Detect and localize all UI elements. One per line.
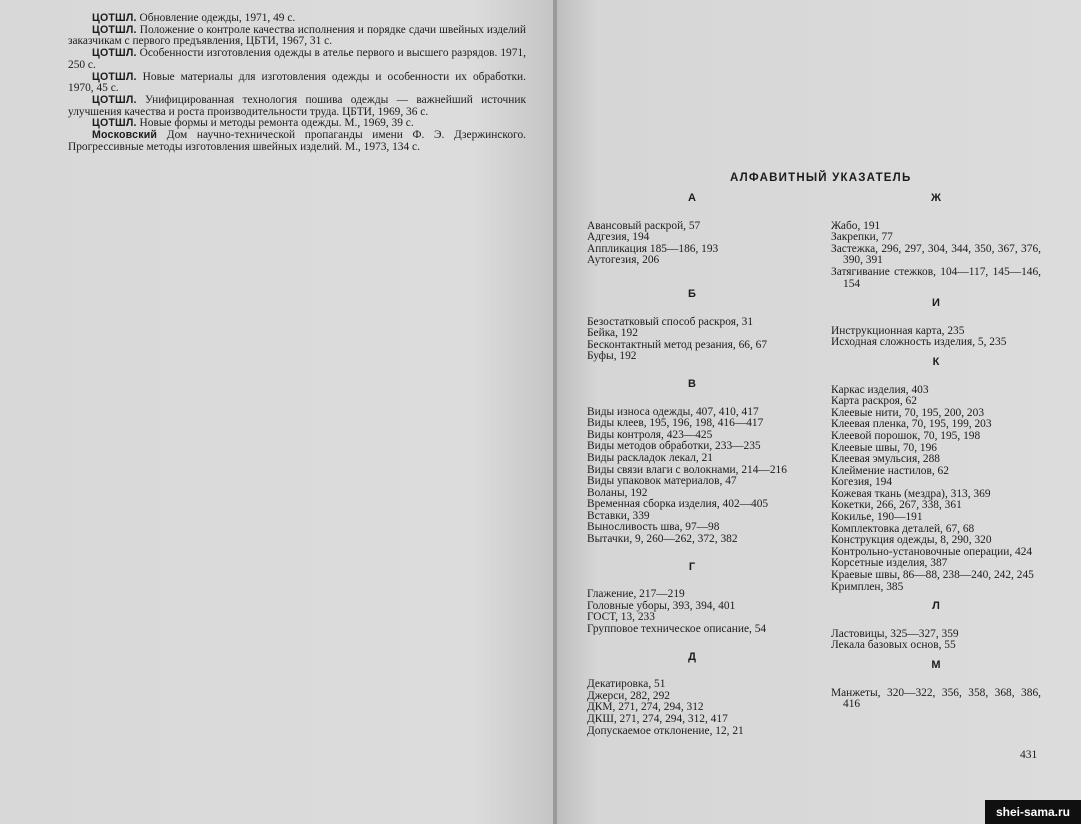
index-entry: ДКМ, 271, 274, 294, 312 — [587, 701, 704, 714]
index-entry: Когезия, 194 — [831, 476, 893, 489]
index-entry: Затягивание стежков, 104—117, 145—146, 154 — [831, 265, 1041, 290]
index-entry: Вытачки, 9, 260—262, 372, 382 — [587, 533, 738, 546]
bibliography-author: ЦОТШЛ. — [92, 47, 137, 60]
index-title: АЛФАВИТНЫЙ УКАЗАТЕЛЬ — [730, 172, 912, 184]
index-entry: Кримплен, 385 — [831, 580, 904, 593]
index-letter-heading: К — [932, 355, 940, 368]
index-section — [831, 601, 1041, 652]
index-entry: Выносливость шва, 97—98 — [587, 521, 720, 534]
index-letter-heading: Б — [688, 287, 696, 300]
index-letter-heading: В — [688, 377, 696, 390]
index-entry: Краевые швы, 86—88, 238—240, 242, 245 — [831, 569, 1034, 582]
index-letter-heading: М — [931, 659, 941, 671]
index-letter-heading: Д — [688, 650, 696, 663]
index-entry: Кокилье, 190—191 — [831, 511, 923, 524]
bibliography-text: Особенности изготовления одежды в ателье первого и высшего разрядов. 1971, 250 с. — [68, 47, 526, 71]
bibliography-text: Новые формы и методы ремонта одежды. М., 1969, 39 с. — [136, 117, 414, 130]
bibliography-text: Положение о контроле качества исполнения и порядке сдачи швейных изделий заказчикам с первого предъявления, ЦБТИ, 1967, 31 с. — [68, 23, 526, 48]
index-entry: Клеевая пленка, 70, 195, 199, 203 — [831, 418, 992, 431]
index-entry: Клеевой порошок, 70, 195, 198 — [831, 429, 981, 442]
index-section — [587, 562, 797, 636]
index-entry: Виды раскладок лекал, 21 — [587, 451, 713, 464]
page-number: 431 — [1020, 749, 1038, 761]
site-watermark: shei-sama.ru — [985, 800, 1081, 824]
index-letter-heading: И — [932, 297, 940, 310]
index-entry: Глажение, 217—219 — [587, 588, 685, 601]
bibliography-text: Дом научно-технической пропаганды имени Ф. Э. Дзержинского. Прогрессивные методы изготовления швейных изделий. М., 1973, 134 с. — [68, 129, 526, 153]
index-entry: Каркас изделия, 403 — [831, 383, 929, 396]
index-entry: ДКШ, 271, 274, 294, 312, 417 — [587, 713, 728, 725]
index-entry: Виды связи влаги с волокнами, 214—216 — [587, 463, 787, 476]
index-entry: Безостатковый способ раскроя, 31 — [587, 315, 754, 328]
index-entry: Временная сборка изделия, 402—405 — [587, 498, 769, 511]
index-entry: Джерси, 282, 292 — [587, 689, 670, 702]
bibliography-author: ЦОТШЛ. — [92, 70, 137, 83]
index-entry: Жабо, 191 — [831, 219, 881, 232]
index-section — [831, 298, 1041, 349]
index-entry: Виды методов обработки, 233—235 — [587, 440, 761, 453]
index-letter-heading: Л — [932, 600, 940, 613]
index-entry: Авансовый раскрой, 57 — [587, 219, 701, 232]
index-section — [831, 660, 1041, 711]
index-entry: Комплектовка деталей, 67, 68 — [831, 522, 975, 535]
index-entry: Виды износа одежды, 407, 410, 417 — [587, 405, 759, 418]
index-entry: Кокетки, 266, 267, 338, 361 — [831, 499, 962, 512]
index-entry: Аутогезия, 206 — [587, 254, 660, 267]
bibliography-entry — [68, 25, 526, 48]
index-entry: Конструкция одежды, 8, 290, 320 — [831, 534, 992, 547]
index-section — [831, 357, 1041, 593]
index-letter-heading: А — [688, 192, 696, 204]
index-entry: Кожевая ткань (мездра), 313, 369 — [831, 487, 991, 500]
bibliography-author: Московский — [92, 129, 158, 142]
index-entry: Групповое техническое описание, 54 — [587, 623, 767, 636]
index-entry: Клеевая эмульсия, 288 — [831, 453, 941, 466]
index-entry: Аппликация 185—186, 193 — [587, 242, 719, 255]
index-letter-heading: Г — [688, 560, 696, 573]
index-section — [587, 379, 797, 546]
index-section — [831, 193, 1041, 290]
index-entry: Бейка, 192 — [587, 327, 638, 340]
index-entry: Виды клеев, 195, 196, 198, 416—417 — [587, 417, 764, 430]
index-entry: Клеевые швы, 70, 196 — [831, 441, 937, 454]
index-entry: Лекала базовых основ, 55 — [831, 639, 956, 652]
index-section — [587, 289, 797, 363]
bibliography-text: Обновление одежды, 1971, 49 с. — [136, 12, 296, 24]
index-entry: Застежка, 296, 297, 304, 344, 350, 367, 376, 390, 391 — [831, 242, 1041, 267]
index-entry: Допускаемое отклонение, 12, 21 — [587, 724, 744, 737]
index-column-left — [587, 193, 797, 737]
bibliography-author: ЦОТШЛ. — [92, 93, 137, 106]
index-column-right — [831, 193, 1041, 711]
index-entry: Головные уборы, 393, 394, 401 — [587, 599, 736, 612]
index-entry: Декатировка, 51 — [587, 678, 666, 691]
index-section — [587, 652, 797, 738]
index-section — [587, 193, 797, 267]
index-entry: Закрепки, 77 — [831, 231, 893, 244]
index-entry: Клеймение настилов, 62 — [831, 464, 949, 477]
index-entry: Ластовицы, 325—327, 359 — [831, 627, 959, 640]
index-entry: Адгезия, 194 — [587, 231, 650, 244]
index-entry: Вставки, 339 — [587, 509, 650, 522]
index-entry: ГОСТ, 13, 233 — [587, 611, 655, 624]
bibliography-text: Унифицированная технология пошива одежды — важнейший источник улучшения качества и роста производительности труда. ЦБТИ, 1969, 36 с. — [68, 93, 526, 118]
index-entry: Воланы, 192 — [587, 486, 648, 499]
bibliography-entry — [68, 72, 526, 95]
index-letter-heading: Ж — [931, 192, 941, 204]
bibliography-author: ЦОТШЛ. — [92, 117, 137, 130]
bibliography-entry — [68, 95, 526, 118]
bibliography-entry — [68, 48, 526, 71]
index-entry: Исходная сложность изделия, 5, 235 — [831, 336, 1007, 349]
bibliography-entry — [68, 130, 526, 153]
index-entry: Карта раскроя, 62 — [831, 395, 917, 408]
index-entry: Инструкционная карта, 235 — [831, 324, 965, 337]
book-gutter — [553, 0, 557, 824]
bibliography-author: ЦОТШЛ. — [92, 23, 137, 36]
index-entry: Виды упаковок материалов, 47 — [587, 475, 737, 488]
index-entry: Клеевые нити, 70, 195, 200, 203 — [831, 406, 985, 419]
bibliography-author: ЦОТШЛ. — [92, 12, 137, 24]
index-entry: Бесконтактный метод резания, 66, 67 — [587, 338, 768, 351]
index-entry: Контрольно-установочные операции, 424 — [831, 545, 1033, 558]
index-entry: Манжеты, 320—322, 356, 358, 368, 386, 416 — [831, 686, 1041, 711]
index-entry: Корсетные изделия, 387 — [831, 557, 948, 570]
bibliography-list — [68, 13, 526, 153]
index-entry: Буфы, 192 — [587, 350, 637, 363]
bibliography-text: Новые материалы для изготовления одежды и особенности их обработки. 1970, 45 с. — [68, 70, 526, 95]
index-entry: Виды контроля, 423—425 — [587, 428, 713, 441]
